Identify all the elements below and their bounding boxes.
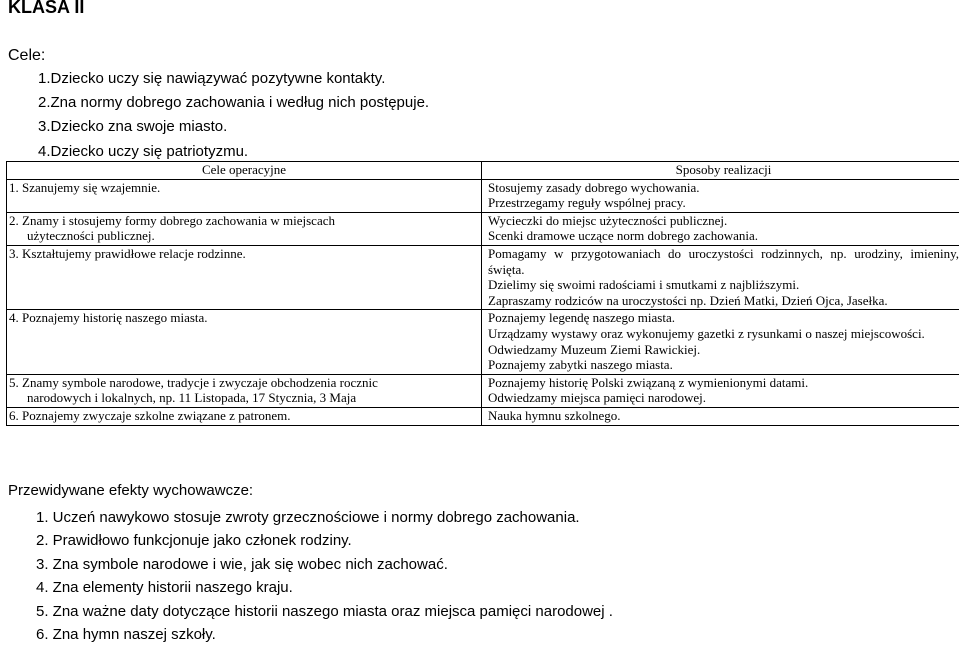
methods-cell — [482, 212, 959, 245]
table-row — [7, 212, 959, 245]
method-line: Poznajemy zabytki naszego miasta. — [488, 357, 959, 373]
goal-line: 4. Poznajemy historię naszego miasta. — [9, 310, 479, 326]
goal-cell — [7, 407, 482, 425]
goal-cell — [7, 212, 482, 245]
method-line: Odwiedzamy Muzeum Ziemi Rawickiej. — [488, 342, 959, 358]
methods-cell — [482, 245, 959, 309]
method-line: Zapraszamy rodziców na uroczystości np. Dzień Matki, Dzień Ojca, Jasełka. — [488, 293, 959, 309]
method-line: Odwiedzamy miejsca pamięci narodowej. — [488, 390, 959, 406]
header-cele-operacyjne: Cele operacyjne — [7, 162, 482, 180]
effects-heading: Przewidywane efekty wychowawcze: — [8, 482, 253, 499]
goal-line: 2. Znamy i stosujemy formy dobrego zachowania w miejscach — [9, 213, 479, 229]
goal-line: 5. Znamy symbole narodowe, tradycje i zwyczaje obchodzenia rocznic — [9, 375, 479, 391]
method-line: Dzielimy się swoimi radościami i smutkami z najbliższymi. — [488, 277, 959, 293]
methods-cell — [482, 310, 959, 374]
method-line: Przestrzegamy reguły wspólnej pracy. — [488, 195, 959, 211]
effect-item: 4. Zna elementy historii naszego kraju. — [36, 576, 613, 599]
table-row — [7, 374, 959, 407]
effect-item: 5. Zna ważne daty dotyczące historii naszego miasta oraz miejsca pamięci narodowej . — [36, 600, 613, 623]
goal-line: użyteczności publicznej. — [9, 228, 479, 244]
effect-item: 1. Uczeń nawykowo stosuje zwroty grzecznościowe i normy dobrego zachowania. — [36, 506, 613, 529]
method-line: Wycieczki do miejsc użyteczności publicznej. — [488, 213, 959, 229]
method-line: Scenki dramowe uczące norm dobrego zachowania. — [488, 228, 959, 244]
methods-cell — [482, 179, 959, 212]
page-title: KLASA II — [8, 0, 84, 18]
methods-cell — [482, 374, 959, 407]
method-line: Pomagamy w przygotowaniach do uroczystości rodzinnych, np. urodziny, imieniny, święta. — [488, 246, 959, 277]
table-row — [7, 245, 959, 309]
method-line: Urządzamy wystawy oraz wykonujemy gazetki z rysunkami o naszej miejscowości. — [488, 326, 959, 342]
goal-cell — [7, 179, 482, 212]
effects-list — [36, 506, 613, 646]
goal-item: 4.Dziecko uczy się patriotyzmu. — [38, 140, 429, 164]
goal-line: 1. Szanujemy się wzajemnie. — [9, 180, 479, 196]
methods-cell — [482, 407, 959, 425]
effect-item: 6. Zna hymn naszej szkoły. — [36, 623, 613, 646]
method-line: Nauka hymnu szkolnego. — [488, 408, 959, 424]
goal-cell — [7, 374, 482, 407]
goals-table — [6, 161, 959, 426]
table-header-row — [7, 162, 959, 180]
goals-list — [38, 67, 429, 164]
method-line: Stosujemy zasady dobrego wychowania. — [488, 180, 959, 196]
goal-item: 1.Dziecko uczy się nawiązywać pozytywne kontakty. — [38, 67, 429, 91]
effect-item: 3. Zna symbole narodowe i wie, jak się wobec nich zachować. — [36, 553, 613, 576]
table-row — [7, 310, 959, 374]
method-line: Poznajemy legendę naszego miasta. — [488, 310, 959, 326]
header-sposoby-realizacji: Sposoby realizacji — [482, 162, 959, 180]
table-row — [7, 179, 959, 212]
goal-line: narodowych i lokalnych, np. 11 Listopada, 17 Stycznia, 3 Maja — [9, 390, 479, 406]
goal-line: 6. Poznajemy zwyczaje szkolne związane z patronem. — [9, 408, 479, 424]
effect-item: 2. Prawidłowo funkcjonuje jako członek rodziny. — [36, 529, 613, 552]
goal-item: 3.Dziecko zna swoje miasto. — [38, 115, 429, 139]
goal-cell — [7, 245, 482, 309]
table-row — [7, 407, 959, 425]
goal-item: 2.Zna normy dobrego zachowania i według nich postępuje. — [38, 91, 429, 115]
goal-cell — [7, 310, 482, 374]
goals-heading: Cele: — [8, 44, 45, 68]
goal-line: 3. Kształtujemy prawidłowe relacje rodzinne. — [9, 246, 479, 262]
method-line: Poznajemy historię Polski związaną z wymienionymi datami. — [488, 375, 959, 391]
